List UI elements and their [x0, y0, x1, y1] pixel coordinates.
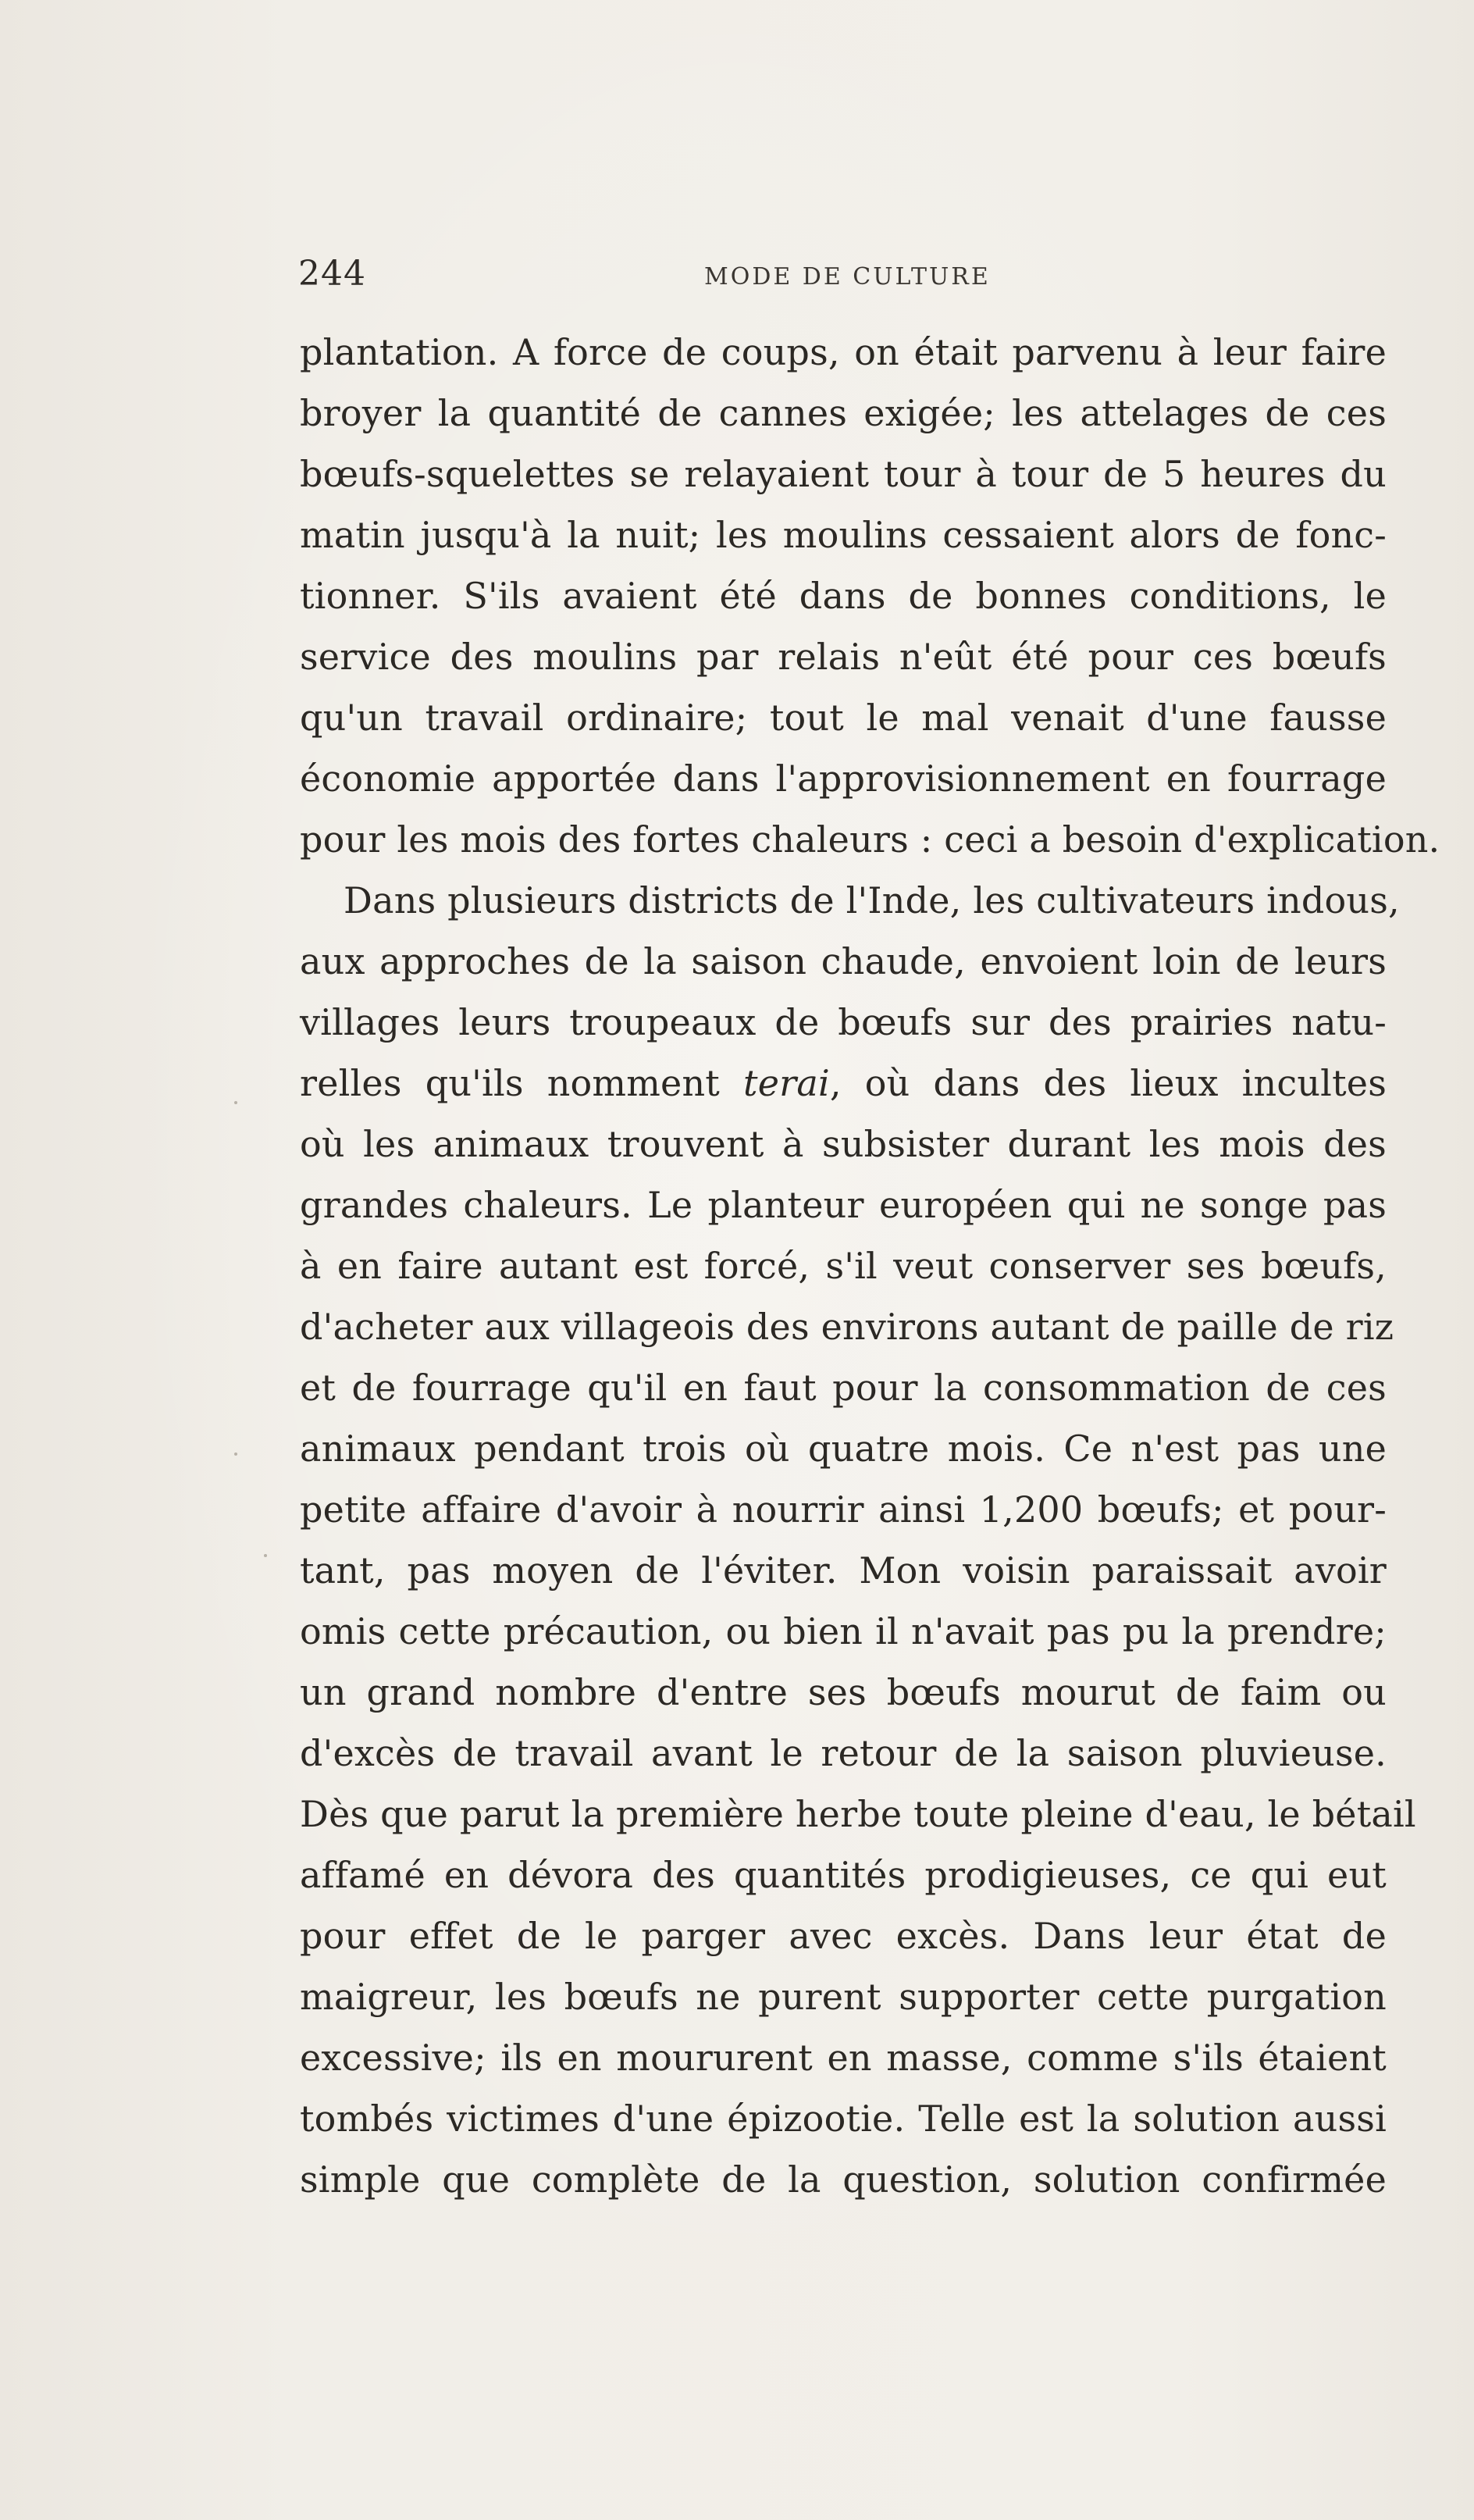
text-line: tant, pas moyen de l'éviter. Mon voisin paraissait avoir: [300, 1549, 1387, 1591]
text-line: et de fourrage qu'il en faut pour la consommation de ces: [300, 1367, 1387, 1409]
text-line: aux approches de la saison chaude, envoient loin de leurs: [300, 940, 1387, 982]
text-line: tionner. S'ils avaient été dans de bonnes conditions, le: [300, 575, 1387, 617]
italic-term: terai: [743, 1062, 830, 1104]
paper-speck: [234, 1101, 237, 1104]
text-line: grandes chaleurs. Le planteur européen qui ne songe pas: [300, 1184, 1387, 1226]
text-line: Dès que parut la première herbe toute pleine d'eau, le bétail: [300, 1793, 1416, 1835]
text-line: tombés victimes d'une épizootie. Telle est la solution aussi: [300, 2098, 1387, 2140]
text-line: simple que complète de la question, solution confirmée: [300, 2158, 1387, 2201]
text-line: d'acheter aux villageois des environs autant de paille de riz: [300, 1306, 1394, 1348]
text-line: à en faire autant est forcé, s'il veut conserver ses bœufs,: [300, 1245, 1387, 1287]
running-title: MODE DE CULTURE: [704, 263, 991, 290]
text-line: pour effet de le parger avec excès. Dans leur état de: [300, 1915, 1387, 1957]
text-line: qu'un travail ordinaire; tout le mal venait d'une fausse: [300, 697, 1387, 739]
text-line: un grand nombre d'entre ses bœufs mourut de faim ou: [300, 1671, 1387, 1713]
text-line: service des moulins par relais n'eût été pour ces bœufs: [300, 636, 1387, 678]
text-line: animaux pendant trois où quatre mois. Ce n'est pas une: [300, 1428, 1387, 1470]
text-line: villages leurs troupeaux de bœufs sur des prairies natu-: [300, 1001, 1387, 1043]
text-line: omis cette précaution, ou bien il n'avait pas pu la prendre;: [300, 1610, 1387, 1652]
paper-speck: [234, 1452, 237, 1456]
text-line: maigreur, les bœufs ne purent supporter cette purgation: [300, 1976, 1387, 2018]
running-head: [298, 254, 1391, 301]
paragraph-first-line: Dans plusieurs districts de l'Inde, les cultivateurs indous,: [344, 879, 1400, 921]
text-line: affamé en dévora des quantités prodigieuses, ce qui eut: [300, 1854, 1387, 1896]
text-line: bœufs-squelettes se relayaient tour à tour de 5 heures du: [300, 453, 1387, 495]
text-line: pour les mois des fortes chaleurs : ceci a besoin d'explication.: [300, 818, 1440, 861]
text-line: d'excès de travail avant le retour de la saison pluvieuse.: [300, 1732, 1387, 1774]
body-text: [300, 322, 1440, 2210]
paper-speck: [264, 1554, 267, 1557]
text-line: excessive; ils en moururent en masse, comme s'ils étaient: [300, 2037, 1387, 2079]
text-line: broyer la quantité de cannes exigée; les attelages de ces: [300, 392, 1387, 434]
text-line: petite affaire d'avoir à nourrir ainsi 1,200 bœufs; et pour-: [300, 1488, 1387, 1531]
page-number: 244: [298, 254, 366, 294]
text-line: matin jusqu'à la nuit; les moulins cessaient alors de fonc-: [300, 514, 1387, 556]
text-line: économie apportée dans l'approvisionnement en fourrage: [300, 757, 1387, 800]
text-line: plantation. A force de coups, on était parvenu à leur faire: [300, 331, 1387, 373]
text-line: relles qu'ils nomment terai, où dans des lieux incultes: [300, 1062, 1387, 1104]
text-line: où les animaux trouvent à subsister durant les mois des: [300, 1123, 1387, 1165]
